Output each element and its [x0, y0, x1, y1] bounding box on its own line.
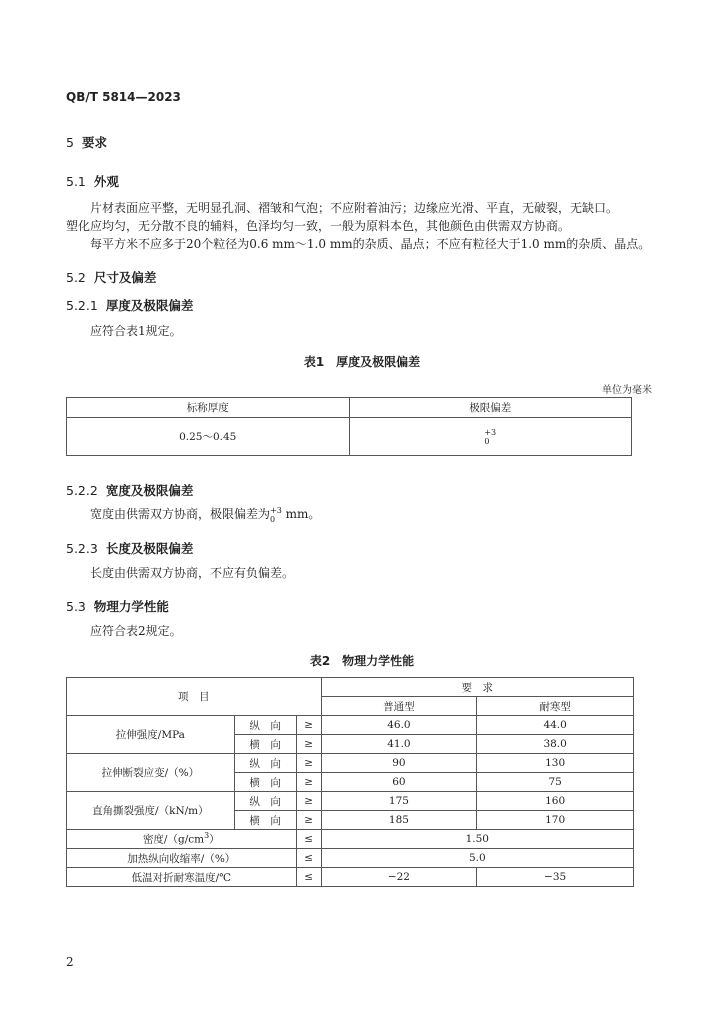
section-5-2-2-heading: 5.2.2 宽度及极限偏差	[66, 483, 194, 498]
table2-header-cold: 耐寒型	[477, 697, 634, 716]
break-strain-label: 拉伸断裂应变/（%）	[67, 754, 235, 792]
direction-cell: 横 向	[234, 773, 296, 792]
shrink-label: 加热纵向收缩率/（%）	[67, 849, 297, 868]
normal-value: 46.0	[321, 716, 477, 735]
operator-cell: ≥	[296, 811, 321, 830]
table1-cell-tolerance	[349, 418, 632, 456]
operator-cell: ≥	[296, 754, 321, 773]
section-5-1-text	[66, 199, 666, 253]
direction-cell: 横 向	[234, 735, 296, 754]
lowtemp-label: 低温对折耐寒温度/℃	[67, 868, 297, 887]
standard-code: QB/T 5814—2023	[66, 90, 181, 104]
table2-header-item: 项 目	[67, 678, 322, 716]
cold-value: 44.0	[477, 716, 634, 735]
operator-cell: ≥	[296, 792, 321, 811]
operator-cell: ≤	[296, 849, 321, 868]
section-5-2-3-text: 长度由供需双方协商，不应有负偏差。	[90, 566, 295, 580]
tensile-strength-label: 拉伸强度/MPa	[67, 716, 235, 754]
table-row	[67, 792, 634, 811]
table1-unit: 单位为毫米	[602, 385, 652, 396]
normal-value: −22	[321, 868, 477, 887]
table1-caption: 表1 厚度及极限偏差	[303, 355, 421, 369]
table1	[66, 397, 632, 456]
tol-lower: 0	[484, 436, 490, 446]
cold-value: −35	[477, 868, 634, 887]
table-row	[67, 716, 634, 735]
section-5-1-heading: 5.1 外观	[66, 174, 119, 189]
appearance-line-1: 片材表面应平整，无明显孔洞、褶皱和气泡；不应附着油污；边缘应光滑、平直，无破裂，无缺口。	[90, 201, 619, 215]
normal-value: 60	[321, 773, 477, 792]
table1-header-thickness: 标称厚度	[67, 398, 350, 418]
table2-header-normal: 普通型	[321, 697, 477, 716]
section-5-2-1-heading: 5.2.1 厚度及极限偏差	[66, 298, 194, 313]
normal-value: 175	[321, 792, 477, 811]
direction-cell: 横 向	[234, 811, 296, 830]
operator-cell: ≤	[296, 868, 321, 887]
section-5-2-1-text: 应符合表1规定。	[90, 324, 182, 338]
page-number: 2	[66, 955, 74, 969]
tol-upper: +3	[484, 427, 497, 437]
table1-header-tolerance: 极限偏差	[349, 398, 632, 418]
table-row	[67, 868, 634, 887]
density-label: 密度$/(g/cm^3)$	[67, 830, 297, 849]
operator-cell: ≥	[296, 735, 321, 754]
section-5-2-2-text: 宽度由供需双方协商，极限偏差为+3 0 mm。	[90, 505, 321, 524]
table-row	[67, 754, 634, 773]
tear-strength-label: 直角撕裂强度/（kN/m）	[67, 792, 235, 830]
section-5-2-3-heading: 5.2.3 长度及极限偏差	[66, 541, 194, 556]
table1-cell-thickness: 0.25～0.45	[67, 418, 350, 456]
table2-header-requirement: 要 求	[321, 678, 633, 697]
normal-value: 41.0	[321, 735, 477, 754]
normal-value: 185	[321, 811, 477, 830]
table-row	[67, 830, 634, 849]
operator-cell: ≤	[296, 830, 321, 849]
cold-value: 38.0	[477, 735, 634, 754]
table-row	[67, 849, 634, 868]
table2	[66, 677, 634, 887]
cold-value: 160	[477, 792, 634, 811]
section-5-heading: 5 要求	[66, 135, 107, 150]
table2-caption: 表2 物理力学性能	[309, 654, 415, 668]
shrink-value: 5.0	[321, 849, 633, 868]
direction-cell: 纵 向	[234, 716, 296, 735]
section-5-3-heading: 5.3 物理力学性能	[66, 599, 169, 614]
section-5-3-text: 应符合表2规定。	[90, 624, 182, 638]
operator-cell: ≥	[296, 716, 321, 735]
appearance-line-3: 每平方米不应多于20个粒径为0.6 mm～1.0 mm的杂质、晶点；不应有粒径大于1.0 mm的杂质、晶点。	[90, 237, 651, 251]
section-5-2-heading: 5.2 尺寸及偏差	[66, 270, 157, 285]
cold-value: 170	[477, 811, 634, 830]
operator-cell: ≥	[296, 773, 321, 792]
direction-cell: 纵 向	[234, 754, 296, 773]
density-value: 1.50	[321, 830, 633, 849]
cold-value: 130	[477, 754, 634, 773]
appearance-line-2: 塑化应均匀，无分散不良的辅料，色泽均匀一致，一般为原料本色，其他颜色由供需双方协商。	[66, 219, 571, 233]
cold-value: 75	[477, 773, 634, 792]
direction-cell: 纵 向	[234, 792, 296, 811]
normal-value: 90	[321, 754, 477, 773]
